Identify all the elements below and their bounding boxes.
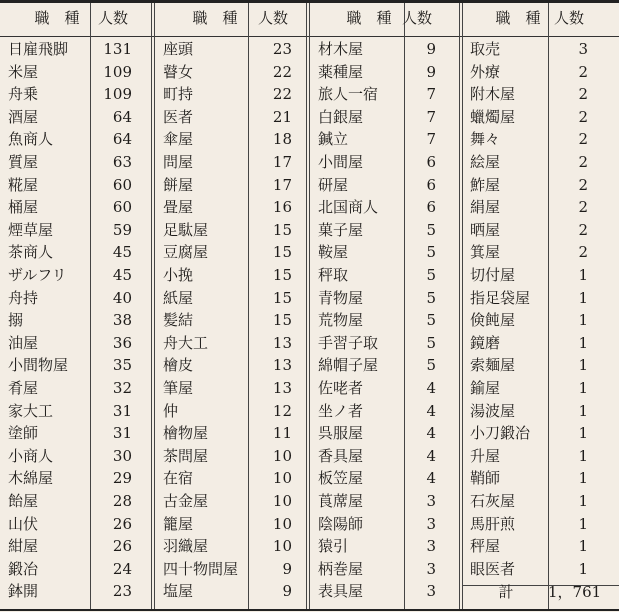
count-cell: 15 (272, 288, 292, 307)
occupation-cell: 白銀屋 (318, 107, 364, 126)
count-cell: 15 (272, 243, 292, 262)
count-cell: 1 (578, 469, 588, 488)
occupation-cell: 絹屋 (470, 198, 501, 217)
count-cell: 5 (426, 311, 436, 330)
occupation-cell: 旅人一宿 (318, 85, 379, 104)
occupation-cell: 佐咾者 (318, 379, 364, 397)
count-cell: 38 (112, 311, 132, 330)
count-cell: 6 (426, 175, 436, 194)
count-cell: 23 (112, 582, 132, 601)
count-cell: 64 (112, 107, 132, 126)
occupation-cell: 猿引 (318, 537, 349, 556)
count-cell: 35 (112, 356, 132, 375)
table-bottom-rule (0, 609, 619, 611)
header-count: 人数 (553, 9, 584, 27)
occupation-cell: 塗師 (8, 424, 39, 443)
occupation-cell: 山伏 (8, 514, 39, 533)
count-cell: 60 (112, 198, 132, 217)
count-cell: 3 (426, 559, 436, 578)
count-cell: 1 (578, 266, 588, 284)
occupation-cell: 鉢開 (8, 582, 39, 601)
occupation-cell: 医者 (163, 107, 194, 126)
count-cell: 1 (578, 446, 588, 465)
count-cell: 12 (272, 401, 292, 420)
count-cell: 45 (112, 266, 132, 284)
occupation-cell: 餅屋 (163, 175, 194, 194)
occupation-cell: 在宿 (163, 469, 194, 488)
total-label: 計 (498, 583, 514, 602)
header-count: 人数 (257, 9, 288, 27)
count-cell: 10 (272, 469, 292, 488)
occupation-cell: 畳屋 (163, 198, 194, 217)
header-count: 人数 (97, 9, 128, 27)
count-cell: 3 (426, 492, 436, 510)
occupation-cell: 油屋 (8, 333, 39, 352)
occupation-cell: 鍛冶 (8, 559, 39, 578)
occupation-cell: 日雇飛脚 (8, 40, 69, 58)
occupation-cell: 鞘師 (470, 469, 501, 488)
occupation-cell: 質屋 (8, 153, 39, 171)
occupation-cell: 小間物屋 (8, 356, 69, 375)
count-cell: 4 (426, 469, 436, 488)
occupation-cell: 四十物問屋 (163, 559, 239, 578)
column-divider (90, 3, 91, 609)
count-cell: 10 (272, 514, 292, 533)
occupation-cell: 舟大工 (163, 333, 209, 352)
count-cell: 3 (426, 582, 436, 601)
count-cell: 32 (112, 379, 132, 397)
count-cell: 40 (112, 288, 132, 307)
occupation-cell: 絵屋 (470, 153, 501, 171)
count-cell: 2 (578, 130, 588, 149)
occupation-cell: 羽織屋 (163, 537, 209, 556)
occupation-cell: ザルフリ (8, 266, 67, 284)
occupation-cell: 古金屋 (163, 492, 209, 510)
count-cell: 2 (578, 175, 588, 194)
occupation-cell: 瞽女 (163, 62, 194, 81)
occupation-cell: 切付屋 (470, 266, 516, 284)
occupation-cell: 石灰屋 (470, 492, 516, 510)
count-cell: 9 (426, 40, 436, 58)
occupation-cell: 荒物屋 (318, 311, 364, 330)
count-cell: 28 (112, 492, 132, 510)
occupation-cell: 小商人 (8, 446, 54, 465)
count-cell: 109 (103, 85, 132, 104)
column-divider (306, 3, 310, 609)
occupation-cell: 柄巻屋 (318, 559, 364, 578)
occupation-cell: 問屋 (163, 153, 194, 171)
occupation-cell: 秤屋 (470, 537, 501, 556)
occupation-cell: 茶商人 (8, 243, 54, 262)
occupation-cell: 髪結 (163, 311, 194, 330)
count-cell: 7 (426, 85, 436, 104)
count-cell: 1 (578, 401, 588, 420)
count-cell: 1 (578, 356, 588, 375)
count-cell: 63 (112, 153, 132, 171)
occupation-cell: 桶屋 (8, 198, 39, 217)
occupation-cell: 舞々 (470, 130, 501, 149)
occupation-cell: 檜皮 (163, 356, 194, 375)
occupation-cell: 酒屋 (8, 107, 39, 126)
count-cell: 15 (272, 266, 292, 284)
count-cell: 13 (272, 333, 292, 352)
count-cell: 4 (426, 424, 436, 443)
header-occupation: 職 種 (192, 9, 238, 27)
occupation-cell: 塩屋 (163, 582, 194, 601)
count-cell: 5 (426, 243, 436, 262)
count-cell: 31 (112, 424, 132, 443)
count-cell: 9 (282, 559, 292, 578)
header-occupation: 職 種 (495, 9, 541, 27)
occupation-cell: 眼医者 (470, 559, 516, 578)
count-cell: 1 (578, 424, 588, 443)
occupation-cell: 紙屋 (163, 288, 194, 307)
count-cell: 1 (578, 514, 588, 533)
occupation-cell: 木綿屋 (8, 469, 54, 488)
occupation-cell: 附木屋 (470, 85, 516, 104)
occupation-cell: 坐ノ者 (318, 401, 364, 420)
occupation-cell: 糀屋 (8, 175, 39, 194)
count-cell: 13 (272, 379, 292, 397)
count-cell: 5 (426, 356, 436, 375)
count-cell: 36 (112, 333, 132, 352)
count-cell: 131 (103, 40, 132, 58)
count-cell: 1 (578, 333, 588, 352)
occupation-cell: 家大工 (8, 401, 54, 420)
header-occupation: 職 種 (34, 9, 80, 27)
count-cell: 3 (426, 537, 436, 556)
count-cell: 26 (112, 514, 132, 533)
count-cell: 7 (426, 130, 436, 149)
count-cell: 23 (272, 40, 292, 58)
count-cell: 13 (272, 356, 292, 375)
count-cell: 6 (426, 198, 436, 217)
count-cell: 7 (426, 107, 436, 126)
count-cell: 26 (112, 537, 132, 556)
occupation-cell: 莨蓆屋 (318, 492, 364, 510)
count-cell: 18 (272, 130, 292, 149)
occupation-cell: 手習子取 (318, 333, 379, 352)
occupation-cell: 傘屋 (163, 130, 194, 149)
occupation-cell: 舟持 (8, 288, 39, 307)
count-cell: 15 (272, 220, 292, 239)
occupation-cell: 表具屋 (318, 582, 364, 601)
count-cell: 45 (112, 243, 132, 262)
count-cell: 24 (112, 559, 132, 578)
count-cell: 17 (272, 175, 292, 194)
count-cell: 1 (578, 379, 588, 397)
count-cell: 30 (112, 446, 132, 465)
count-cell: 1 (578, 492, 588, 510)
occupation-cell: 米屋 (8, 62, 39, 81)
occupation-cell: 仲 (163, 401, 179, 420)
count-cell: 10 (272, 537, 292, 556)
count-cell: 59 (112, 220, 132, 239)
occupation-cell: 研屋 (318, 175, 349, 194)
occupation-cell: 小間屋 (318, 153, 364, 171)
occupation-cell: 豆腐屋 (163, 243, 209, 262)
count-cell: 1 (578, 311, 588, 330)
occupation-cell: 籠屋 (163, 514, 194, 533)
occupation-cell: 蠟燭屋 (470, 107, 516, 126)
count-cell: 2 (578, 85, 588, 104)
count-cell: 6 (426, 153, 436, 171)
total-value: 1，761 (548, 583, 602, 602)
occupation-cell: 足駄屋 (163, 220, 209, 239)
count-cell: 60 (112, 175, 132, 194)
occupation-cell: 肴屋 (8, 379, 39, 397)
count-cell: 1 (578, 537, 588, 556)
occupation-cell: 小刀鍛冶 (470, 424, 531, 443)
occupation-cell: 晒屋 (470, 220, 501, 239)
count-cell: 5 (426, 333, 436, 352)
count-cell: 3 (426, 514, 436, 533)
occupation-cell: 筆屋 (163, 379, 194, 397)
occupation-cell: 湯波屋 (470, 401, 516, 420)
count-cell: 4 (426, 379, 436, 397)
occupation-cell: 舟乗 (8, 85, 39, 104)
occupation-cell: 升屋 (470, 446, 501, 465)
occupation-cell: 座頭 (163, 40, 194, 58)
occupation-cell: 陰陽師 (318, 514, 364, 533)
occupation-cell: 煙草屋 (8, 220, 54, 239)
occupation-cell: 菓子屋 (318, 220, 364, 239)
occupation-cell: 紺屋 (8, 537, 39, 556)
occupation-cell: 箕屋 (470, 243, 501, 262)
occupation-cell: 綿帽子屋 (318, 356, 379, 375)
occupation-cell: 取売 (470, 40, 501, 58)
occupation-cell: 小挽 (163, 266, 194, 284)
count-cell: 4 (426, 446, 436, 465)
occupation-cell: 青物屋 (318, 288, 364, 307)
occupation-cell: 馬肝煎 (470, 514, 516, 533)
header-occupation: 職 種 (346, 9, 392, 27)
occupation-cell: 指足袋屋 (470, 288, 531, 307)
count-cell: 4 (426, 401, 436, 420)
count-cell: 16 (272, 198, 292, 217)
count-cell: 5 (426, 220, 436, 239)
count-cell: 15 (272, 311, 292, 330)
count-cell: 9 (426, 62, 436, 81)
occupation-cell: 搦 (8, 311, 24, 330)
occupation-cell: 薬種屋 (318, 62, 364, 81)
occupation-cell: 鮓屋 (470, 175, 501, 194)
occupation-cell: 外療 (470, 62, 501, 81)
occupation-cell: 板笠屋 (318, 469, 364, 488)
occupation-cell: 鍮屋 (470, 379, 501, 397)
count-cell: 1 (578, 288, 588, 307)
count-cell: 2 (578, 153, 588, 171)
occupation-cell: 檜物屋 (163, 424, 209, 443)
occupation-cell: 呉服屋 (318, 424, 364, 443)
count-cell: 64 (112, 130, 132, 149)
occupation-cell: 香具屋 (318, 446, 364, 465)
occupation-cell: 秤取 (318, 266, 349, 284)
count-cell: 10 (272, 492, 292, 510)
count-cell: 109 (103, 62, 132, 81)
occupation-cell: 鞍屋 (318, 243, 349, 262)
column-divider (459, 3, 463, 609)
occupation-cell: 町持 (163, 85, 194, 104)
occupation-cell: 魚商人 (8, 130, 54, 149)
occupation-cell: 茶問屋 (163, 446, 209, 465)
count-cell: 22 (272, 85, 292, 104)
count-cell: 9 (282, 582, 292, 601)
count-cell: 3 (578, 40, 588, 58)
occupation-cell: 飴屋 (8, 492, 39, 510)
occupation-cell: 鍼立 (318, 130, 349, 149)
count-cell: 5 (426, 266, 436, 284)
count-cell: 22 (272, 62, 292, 81)
count-cell: 21 (272, 107, 292, 126)
occupation-cell: 材木屋 (318, 40, 364, 58)
count-cell: 1 (578, 559, 588, 578)
occupation-cell: 倹飩屋 (470, 311, 516, 330)
occupation-cell: 鏡磨 (470, 333, 501, 352)
count-cell: 2 (578, 220, 588, 239)
count-cell: 11 (272, 424, 292, 443)
count-cell: 2 (578, 107, 588, 126)
column-divider (151, 3, 155, 609)
count-cell: 10 (272, 446, 292, 465)
count-cell: 31 (112, 401, 132, 420)
count-cell: 2 (578, 243, 588, 262)
occupation-cell: 北国商人 (318, 198, 379, 217)
count-cell: 29 (112, 469, 132, 488)
count-cell: 17 (272, 153, 292, 171)
count-cell: 2 (578, 62, 588, 81)
count-cell: 2 (578, 198, 588, 217)
count-cell: 5 (426, 288, 436, 307)
header-count: 人数 (401, 9, 432, 27)
occupation-cell: 索麺屋 (470, 356, 516, 375)
